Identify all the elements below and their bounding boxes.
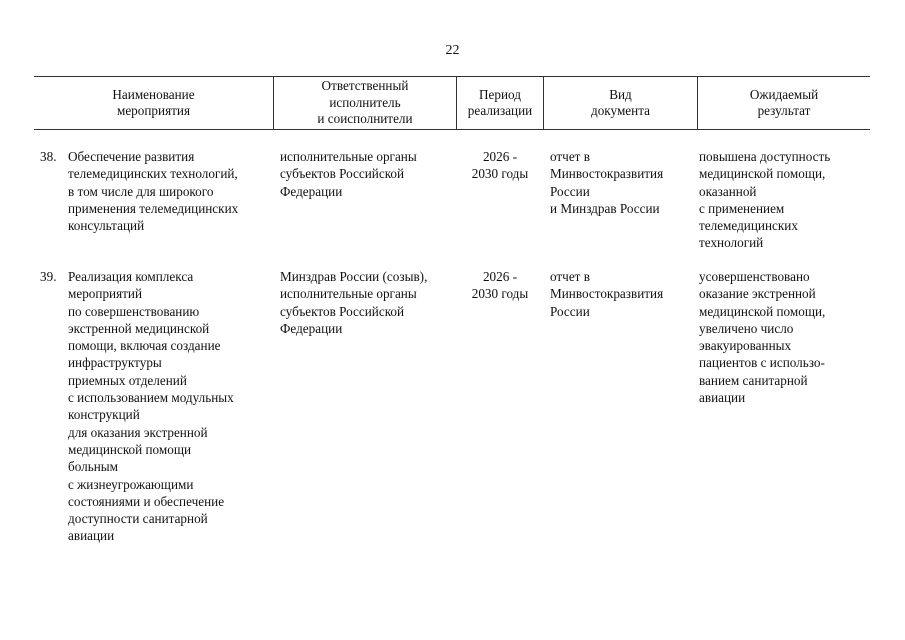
row-executor: Минздрав России (созыв), исполнительные органы субъектов Российской Федерации: [280, 269, 428, 336]
header-period: Период реализации: [467, 86, 533, 118]
row-number: 38.: [40, 149, 57, 164]
row-number: 39.: [40, 269, 57, 284]
header-bottom-rule: [34, 129, 870, 130]
row-result: повышена доступность медицинской помощи, оказанной с применением телемедицинских технологий: [699, 149, 831, 251]
page-number: 22: [445, 43, 460, 58]
row-period: 2026 - 2030 годы: [471, 149, 529, 182]
header-document-type: Вид документа: [591, 86, 650, 118]
row-document: отчет в Минвостокразвития России: [550, 269, 664, 319]
header-name: Наименование мероприятия: [112, 86, 195, 118]
row-name: Обеспечение развития телемедицинских технологий, в том числе для широкого применения телемедицинских консультаций: [68, 149, 239, 234]
row-name: Реализация комплекса мероприятий по совершенствованию экстренной медицинской помощи, включая создание инфраструктуры приемных отделений с использованием модульных конструкций для оказания экстренной медицинской помощи больным с жизнеугрожающими состояниями и обеспечение доступности санитарной авиации: [68, 269, 234, 544]
header-expected-result: Ожидаемый результат: [749, 86, 819, 118]
row-document: отчет в Минвостокразвития России и Минздрав России: [550, 149, 664, 216]
row-period: 2026 - 2030 годы: [471, 269, 529, 302]
row-executor: исполнительные органы субъектов Российской Федерации: [280, 149, 417, 199]
header-executor: Ответственный исполнитель и соисполнители: [317, 78, 413, 127]
row-result: усовершенствовано оказание экстренной медицинской помощи, увеличено число эвакуированных пациентов с использо- ванием санитарной авиации: [699, 269, 826, 406]
